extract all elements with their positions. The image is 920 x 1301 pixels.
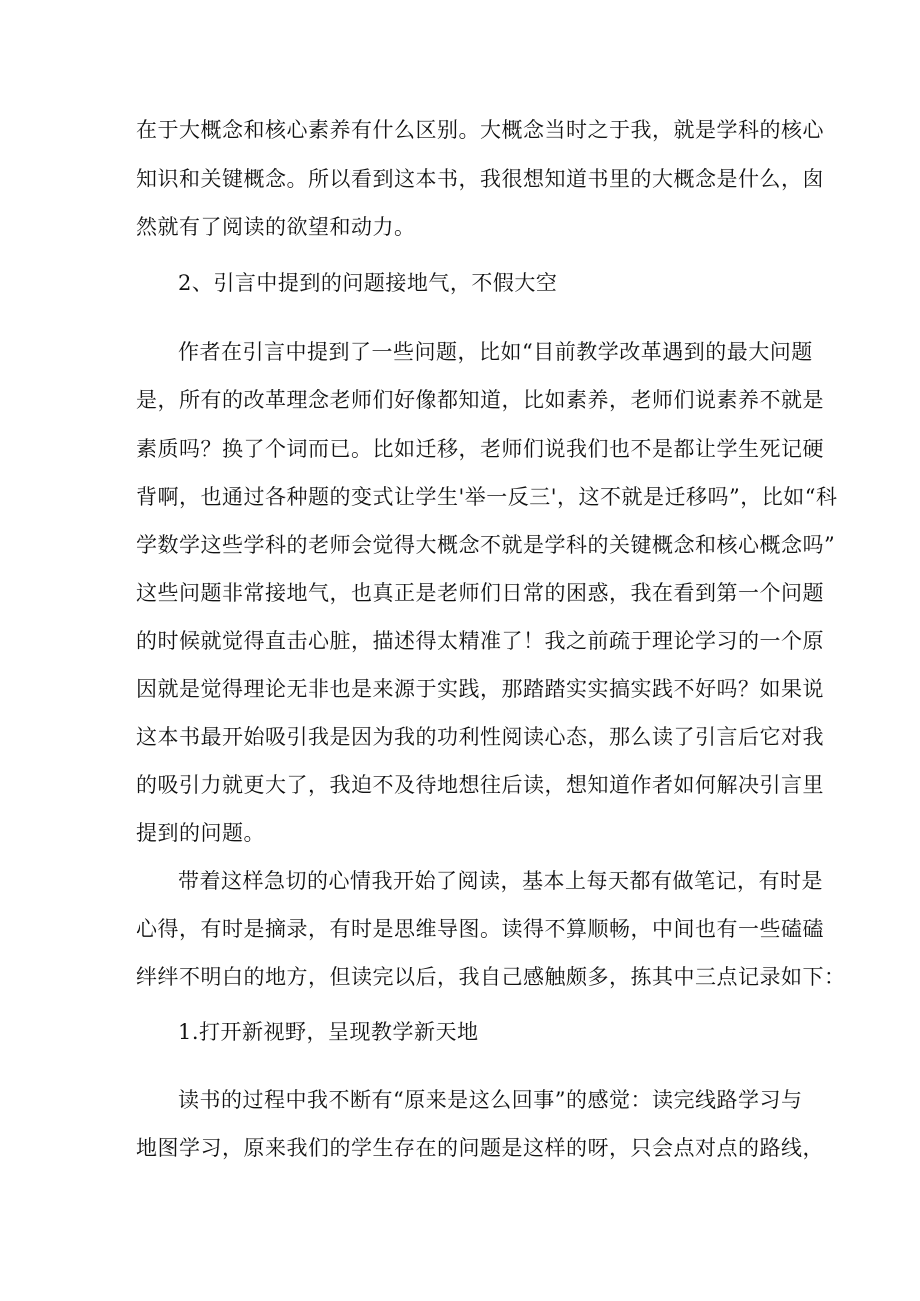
paragraph-line: 然就有了阅读的欲望和动力。 xyxy=(136,215,416,239)
paragraph-line: 素质吗？换了个词而已。比如迁移，老师们说我们也不是都让学生死记硬 xyxy=(136,437,824,461)
paragraph-line: 因就是觉得理论无非也是来源于实践，那踏踏实实搞实践不好吗？如果说 xyxy=(136,677,824,701)
paragraph-line: 的吸引力就更大了，我迫不及待地想往后读，想知道作者如何解决引言里 xyxy=(136,773,824,797)
paragraph-line: 心得，有时是摘录，有时是思维导图。读得不算顺畅，中间也有一些磕磕 xyxy=(136,917,824,941)
section-heading: 1.打开新视野，呈现教学新天地 xyxy=(178,1020,479,1044)
paragraph-line: 地图学习，原来我们的学生存在的问题是这样的呀，只会点对点的路线， xyxy=(136,1136,824,1160)
paragraph-line: 知识和关键概念。所以看到这本书，我很想知道书里的大概念是什么，囱 xyxy=(136,167,824,191)
paragraph-line: 是，所有的改革理念老师们好像都知道，比如素养，老师们说素养不就是 xyxy=(136,388,824,412)
paragraph-line: 绊绊不明白的地方，但读完以后，我自己感触颇多，拣其中三点记录如下： xyxy=(136,965,846,989)
paragraph-line: 的时候就觉得直击心脏，描述得太精准了！我之前疏于理论学习的一个原 xyxy=(136,629,824,653)
paragraph-line: 这本书最开始吸引我是因为我的功利性阅读心态，那么读了引言后它对我 xyxy=(136,725,824,749)
paragraph-line: 提到的问题。 xyxy=(136,821,265,845)
paragraph-line: 背啊，也通过各种题的变式让学生'举一反三'，这不就是迁移吗”，比如“科 xyxy=(136,485,838,509)
paragraph-line: 这些问题非常接地气，也真正是老师们日常的困惑，我在看到第一个问题 xyxy=(136,581,824,605)
paragraph-line: 学数学这些学科的老师会觉得大概念不就是学科的关键概念和核心概念吗” xyxy=(136,533,836,557)
paragraph-line: 带着这样急切的心情我开始了阅读，基本上每天都有做笔记，有时是 xyxy=(178,869,823,893)
section-heading: 2、引言中提到的问题接地气，不假大空 xyxy=(178,271,558,295)
paragraph-line: 在于大概念和核心素养有什么区别。大概念当时之于我，就是学科的核心 xyxy=(136,118,824,142)
paragraph-line: 作者在引言中提到了一些问题，比如“目前教学改革遇到的最大问题 xyxy=(178,340,813,364)
paragraph-line: 读书的过程中我不断有“原来是这么回事”的感觉：读完线路学习与 xyxy=(178,1088,803,1112)
